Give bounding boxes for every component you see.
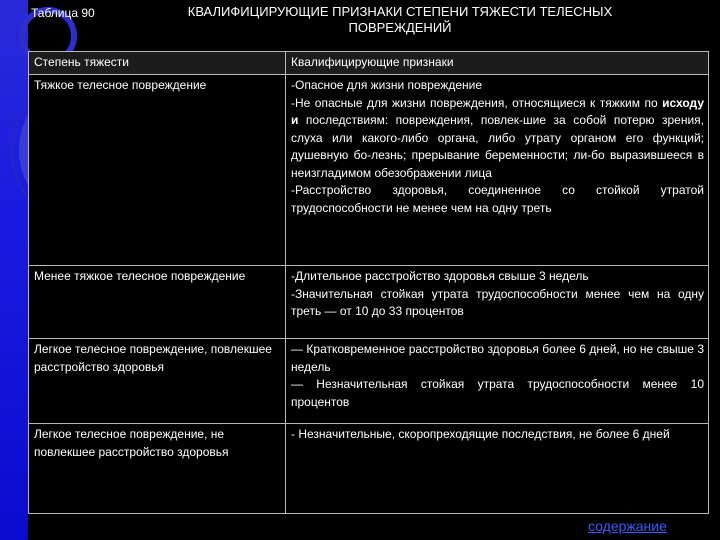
header-criteria: Квалифицирующие признаки <box>286 52 709 75</box>
criterion-text-part: последствиям: повреждения, повлек-шие за собой потерю зрения, слуха или какого-либо органа, либо утрату органом его функций; душевную бо-лезнь; прерывание беременности; ли-бо выразившееся в неизгладимом обезображении лица <box>291 113 704 180</box>
criterion-text: -Опасное для жизни повреждение <box>291 78 483 92</box>
slide-title: КВАЛИФИЦИРУЮЩИЕ ПРИЗНАКИ СТЕПЕНИ ТЯЖЕСТИ ТЕЛЕСНЫХ ПОВРЕЖДЕНИЙ <box>187 4 613 35</box>
table-row <box>29 266 709 339</box>
criteria-cell <box>286 75 709 266</box>
criterion-text: - Незначительные, скоропреходящие последствия, не более 6 дней <box>291 427 670 441</box>
severity-cell: Тяжкое телесное повреждение <box>29 75 286 266</box>
criterion-text-part: -Не опасные для жизни повреждения, относящиеся к тяжким по <box>291 95 663 110</box>
criterion-text: -Значительная стойкая утрата трудоспособности менее чем на одну треть — от 10 до 33 процентов <box>291 286 704 318</box>
criteria-cell <box>286 266 709 339</box>
criteria-cell <box>286 424 709 514</box>
criterion-bold-text: исходу и <box>291 95 704 127</box>
table-row <box>29 424 709 514</box>
criterion-text: -Расстройство здоровья, соединенное со стойкой утратой трудоспособности не менее чем на одну треть <box>291 183 704 215</box>
criterion-text <box>291 95 704 183</box>
criterion-text: — Кратковременное расстройство здоровья более 6 дней, но не свыше 3 недель <box>291 342 704 374</box>
table-row <box>29 75 709 266</box>
table-row <box>29 339 709 424</box>
header-severity: Степень тяжести <box>29 52 286 75</box>
severity-cell: Легкое телесное повреждение, повлекшее расстройство здоровья <box>29 339 286 424</box>
severity-cell: Легкое телесное повреждение, не повлекшее расстройство здоровья <box>29 424 286 514</box>
contents-link[interactable]: содержание <box>588 518 667 534</box>
table-header-row <box>29 52 709 75</box>
qualifying-signs-table <box>28 51 709 514</box>
criterion-text: -Длительное расстройство здоровья свыше 3 недель <box>291 269 589 283</box>
severity-cell: Менее тяжкое телесное повреждение <box>29 266 286 339</box>
criteria-cell <box>286 339 709 424</box>
criterion-text: — Незначительная стойкая утрата трудоспособности менее 10 процентов <box>291 377 704 409</box>
slide-label: Таблица 90 <box>31 6 95 20</box>
